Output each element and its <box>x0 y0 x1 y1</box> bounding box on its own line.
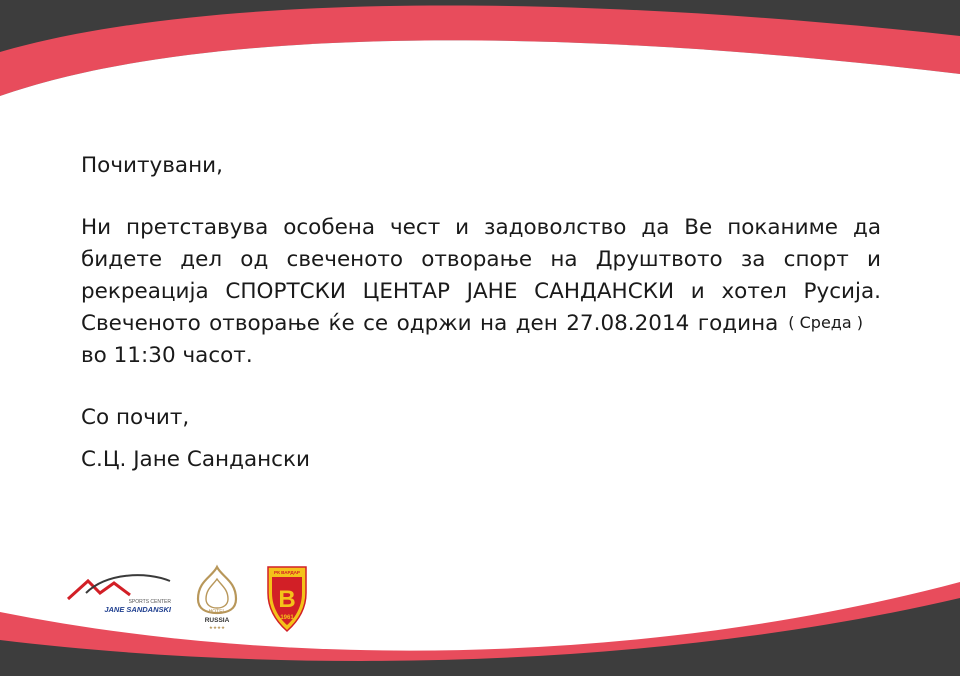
hotel-russia-logo <box>198 567 236 630</box>
hotel-stars: ★★★★ <box>208 625 226 630</box>
letter-closing: Со почит, <box>81 405 190 430</box>
sports-center-name: JANE SANDANSKI <box>104 605 171 614</box>
letter-body-time: во 11:30 часот. <box>81 343 253 368</box>
invitation-letter <box>81 150 881 476</box>
letter-greeting: Почитувани, <box>81 153 223 178</box>
hotel-small-label: HOTEL <box>208 609 226 615</box>
hotel-name: RUSSIA <box>204 617 230 624</box>
club-letter: В <box>278 586 296 613</box>
onion-dome-icon <box>198 567 236 613</box>
letter-signature: С.Ц. Јане Сандански <box>81 447 310 472</box>
day-badge: ( Среда ) <box>788 313 863 332</box>
club-top-label: РК ВАРДАР <box>274 570 300 575</box>
letter-body-text: Ни претставува особена чест и задоволство да Ве поканиме да бидете дел од свеченото отворање на Друштвото за спорт и рекреација СПОРТСКИ ЦЕНТАР ЈАНЕ САНДАНСКИ и хотел Русија. Свеченото отворање ќе се одржи на ден 27.08.2014 година <box>81 215 881 336</box>
letter-body <box>81 212 881 372</box>
club-crest-logo <box>268 567 306 631</box>
sports-center-logo <box>68 575 172 614</box>
sports-center-small-label: SPORTS CENTER <box>128 599 171 605</box>
sponsor-logos <box>66 563 326 635</box>
club-year: 1961 <box>280 615 294 621</box>
